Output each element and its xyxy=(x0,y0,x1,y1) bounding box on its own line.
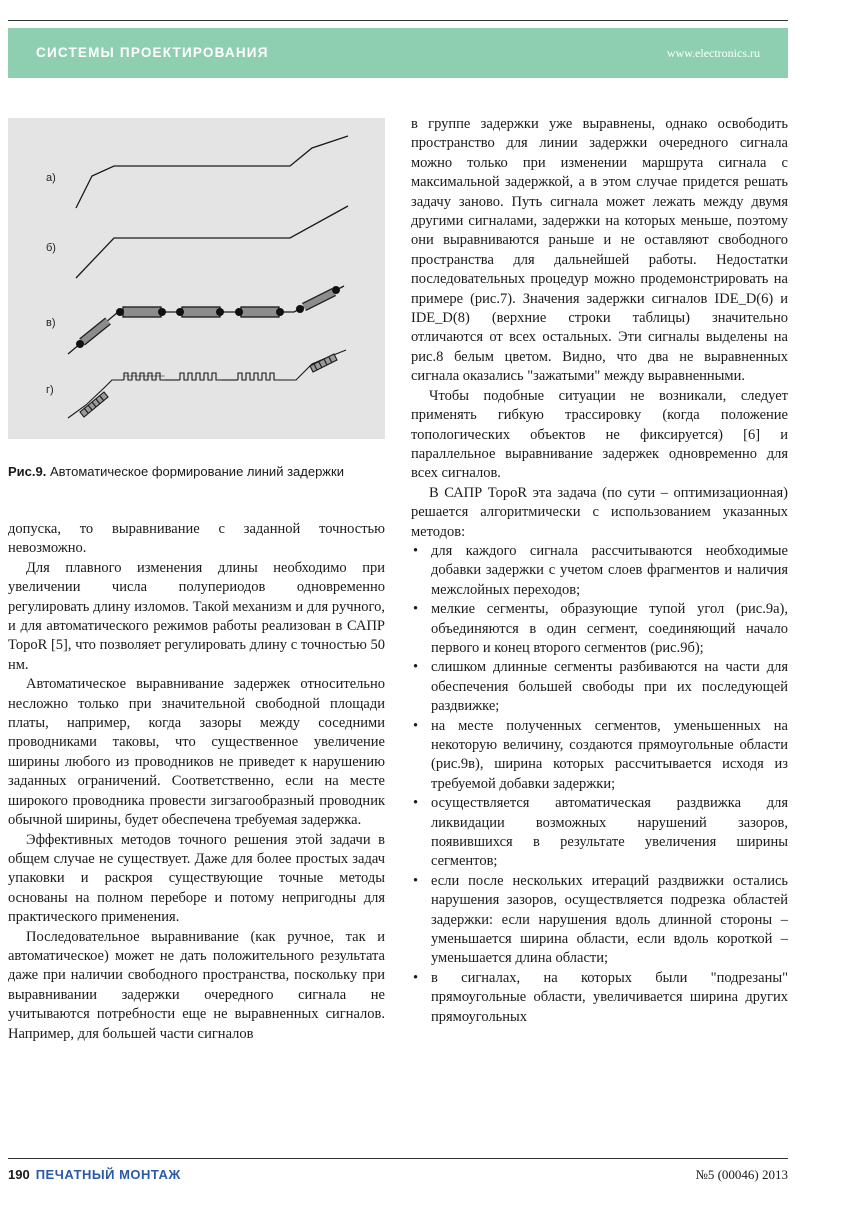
list-item xyxy=(411,872,788,969)
paragraph: Эффективных методов точного решения этой задачи в общем случае не существует. Даже для более простых задач упаковки и раскроя существующие точные методы основаны на полном переборе и потому непригодны для практического применения. xyxy=(8,831,385,926)
header-band xyxy=(8,28,788,78)
trace-v xyxy=(68,286,344,354)
magazine-name: ПЕЧАТНЫЙ МОНТАЖ xyxy=(35,1167,181,1182)
paragraph: В САПР TopoR эта задача (по сути – оптимизационная) решается алгоритмически с использованием указанных методов: xyxy=(411,484,788,540)
list-item-text: мелкие сегменты, образующие тупой угол (рис.9а), объединяются в один сегмент, соединяющий начало первого и конец второго сегментов (рис.9б); xyxy=(431,601,788,656)
list-item xyxy=(411,717,788,795)
bullet-marker: • xyxy=(413,542,419,559)
bullet-marker: • xyxy=(413,601,419,618)
paragraph: Для плавного изменения длины необходимо при увеличении числа полупериодов одновременно регулировать длину изломов. Такой механизм и для ручного, и для автоматического режимов работы реализован в САПР TopoR [5], что позволяет регулировать длину с точностью 50 нм. xyxy=(8,559,385,673)
list-item-text: на месте полученных сегментов, уменьшенных на некоторую величину, создаются прямоугольные области (рис.9в), ширина которых рассчитывается исходя из требуемой добавки задержки; xyxy=(431,717,788,792)
page-footer xyxy=(8,1167,181,1182)
bullet-list xyxy=(411,542,788,1027)
delay-lines-diagram xyxy=(8,118,385,439)
paragraph: Чтобы подобные ситуации не возникали, следует применять гибкую трассировку (когда положение топологических объектов не фиксируется) [6] и параллельное выравнивание задержек одновременно для всех сигналов. xyxy=(411,387,788,482)
top-rule xyxy=(8,20,788,21)
list-item-text: для каждого сигнала рассчитываются необходимые добавки задержки с учетом слоев фрагментов и наличия межслойных переходов; xyxy=(431,542,788,598)
trace-g xyxy=(68,350,346,418)
bullet-marker: • xyxy=(413,969,419,986)
paragraph: в группе задержки уже выравнены, однако освободить пространство для линии задержки очередного сигнала можно только при изменении маршрута сигнала с максимальной задержкой, а в этом случае придется решать задачу заново. Путь сигнала может лежать между двумя другими сигналами, задержки на которых меньше, поэтому они выравниваются раньше и не оставляют свободного пространства для дальнейшей работы. Недостатки последовательных процедур можно продемонстрировать на примере (рис.7). Значения задержки сигналов IDE_D(6) и IDE_D(8) (верхние строки таблицы) значительно отличаются от всех остальных. Эти сигналы выделены на рис.8 белым цветом. Видно, что два не выравненных сигнала оказались "зажатыми" между выравненными. xyxy=(411,116,788,385)
fig-label-v: в) xyxy=(46,317,56,329)
figure-caption xyxy=(8,462,378,482)
list-item xyxy=(411,600,788,658)
fig-label-g: г) xyxy=(46,384,54,396)
list-item xyxy=(411,794,788,872)
bullet-marker: • xyxy=(413,795,419,812)
bullet-marker: • xyxy=(413,872,419,889)
list-item xyxy=(411,542,788,600)
paragraph: Последовательное выравнивание (как ручное, так и автоматическое) может не дать положительного результата даже при наличии свободного пространства, поскольку при выравнивании задержки очередного сигнала не учитываются потребности еще не выравненных сигналов. Например, для большей части сигналов xyxy=(8,928,385,1042)
trace-a xyxy=(76,136,348,208)
list-item-text: если после нескольких итераций раздвижки остались нарушения зазоров, осуществляется подрезка областей задержки: если нарушения вдоль длинной стороны – уменьшается ширина области, если вдоль короткой – уменьшается длина области; xyxy=(431,872,788,967)
left-column xyxy=(8,520,385,1044)
bullet-marker: • xyxy=(413,659,419,676)
fig-label-a: а) xyxy=(46,172,56,184)
section-title: СИСТЕМЫ ПРОЕКТИРОВАНИЯ xyxy=(36,45,269,60)
fig-label-b: б) xyxy=(46,242,56,254)
paragraph: допуска, то выравнивание с заданной точностью невозможно. xyxy=(8,521,385,557)
issue-info: №5 (00046) 2013 xyxy=(695,1167,788,1182)
site-url[interactable]: www.electronics.ru xyxy=(666,46,760,60)
list-item-text: осуществляется автоматическая раздвижка для ликвидации возможных нарушений зазоров, появившихся в результате увеличения ширины сегментов; xyxy=(431,795,788,870)
right-column xyxy=(411,115,788,1027)
figure-number: Рис.9. xyxy=(8,464,47,479)
figure-9 xyxy=(8,118,385,439)
list-item-text: в сигналах, на которых были "подрезаны" прямоугольные области, увеличивается ширина других прямоугольных xyxy=(431,969,788,1025)
bottom-rule xyxy=(8,1158,788,1159)
trace-b xyxy=(76,206,348,278)
list-item xyxy=(411,969,788,1027)
bullet-marker: • xyxy=(413,717,419,734)
paragraph: Автоматическое выравнивание задержек относительно несложно только при значительной свободной площади платы, например, когда зазоры между соседними проводниками таковы, что существенное увеличение ширины любого из проводников не приведет к нарушению заданных ограничений. Соответственно, если на месте широкого проводника провести зигзагообразный проводник обычной ширины, будет обеспечена требуемая задержка. xyxy=(8,676,385,829)
figure-caption-text: Автоматическое формирование линий задержки xyxy=(49,464,344,479)
list-item xyxy=(411,658,788,716)
page-number: 190 xyxy=(8,1167,30,1182)
list-item-text: слишком длинные сегменты разбиваются на части для обеспечения большей свободы при их последующей раздвижке; xyxy=(431,659,788,715)
